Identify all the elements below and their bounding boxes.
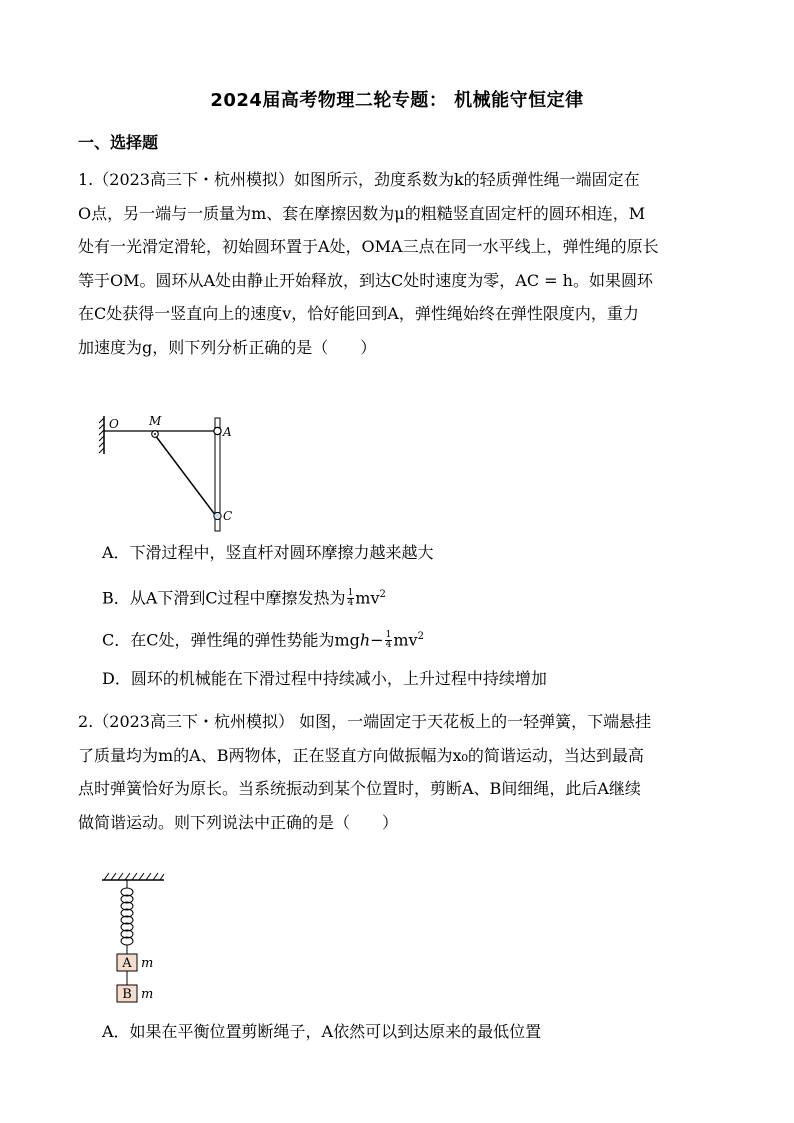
- question-1-option-b[interactable]: [102, 584, 386, 609]
- label-o: O: [109, 417, 119, 431]
- option-b-expr: mv: [355, 588, 380, 608]
- question-1-option-c[interactable]: [102, 626, 424, 651]
- ring-at-c: [214, 512, 221, 519]
- question-1-figure: [95, 408, 245, 533]
- question-2-line: 点时弹簧恰好为原长。当系统振动到某个位置时，剪断A、B间细绳，此后A继续: [78, 779, 641, 799]
- rope-m-c: [155, 435, 216, 516]
- fraction: $\frac{1}{4}$: [385, 630, 392, 651]
- question-2-line: 了质量均为m的A、B两物体，正在竖直方向做振幅为x₀的简谐运动，当达到最高: [78, 745, 644, 765]
- label-c: C: [223, 509, 233, 523]
- question-1-option-a[interactable]: A．下滑过程中，竖直杆对圆环摩擦力越来越大: [102, 543, 434, 562]
- question-2-text: [78, 705, 738, 839]
- question-1-option-d[interactable]: D．圆环的机械能在下滑过程中持续减小，上升过程中持续增加: [102, 669, 547, 688]
- label-a: A: [223, 425, 232, 439]
- question-2-line: 2.（2023高三下・杭州模拟） 如图，一端固定于天花板上的一轻弹簧，下端悬挂: [78, 712, 652, 731]
- question-1-text: [78, 163, 738, 365]
- question-2-option-a[interactable]: A．如果在平衡位置剪断绳子，A依然可以到达原来的最低位置: [102, 1022, 542, 1041]
- option-c-expr: mv: [393, 630, 418, 650]
- page-title: 2024届高考物理二轮专题： 机械能守恒定律: [210, 90, 584, 111]
- variable-h: h: [359, 630, 371, 650]
- question-2-figure: [98, 868, 178, 1008]
- block-b-mass: m: [141, 987, 154, 1002]
- question-1-line: O点，另一端与一质量为m、套在摩擦因数为μ的粗糙竖直固定杆的圆环相连，M: [78, 203, 646, 223]
- superscript: 2: [417, 631, 424, 642]
- question-1-line: 1.（2023高三下・杭州模拟）如图所示，劲度系数为k的轻质弹性绳一端固定在: [78, 170, 640, 189]
- minus-sign: −: [370, 630, 384, 650]
- question-2-line: 做简谐运动。则下列说法中正确的是（ ）: [78, 812, 399, 832]
- question-1-line: 在C处获得一竖直向上的速度v，恰好能回到A，弹性绳始终在弹性限度内，重力: [78, 304, 639, 324]
- section-heading: 一、选择题: [78, 133, 159, 152]
- fraction: $\frac{1}{4}$: [347, 588, 354, 609]
- question-1-line: 等于OM。圆环从A处由静止开始释放，到达C处时速度为零，AC = h。如果圆环: [78, 270, 653, 290]
- ceiling-hatching: [104, 873, 164, 880]
- block-a-mass: m: [141, 956, 154, 971]
- question-1-line: 处有一光滑定滑轮，初始圆环置于A处，OMA三点在同一水平线上，弹性绳的原长: [78, 237, 659, 257]
- question-1-line: 加速度为g，则下列分析正确的是（ ）: [78, 337, 377, 357]
- option-c-text: C．在C处，弹性绳的弹性势能为mg: [102, 630, 360, 650]
- label-m: M: [149, 414, 162, 428]
- ring-at-a: [214, 427, 221, 434]
- block-a-label: A: [122, 956, 132, 971]
- block-b-label: B: [122, 987, 132, 1002]
- spring: [121, 880, 133, 954]
- superscript: 2: [379, 589, 386, 600]
- option-b-text: B．从A下滑到C过程中摩擦发热为: [102, 588, 346, 608]
